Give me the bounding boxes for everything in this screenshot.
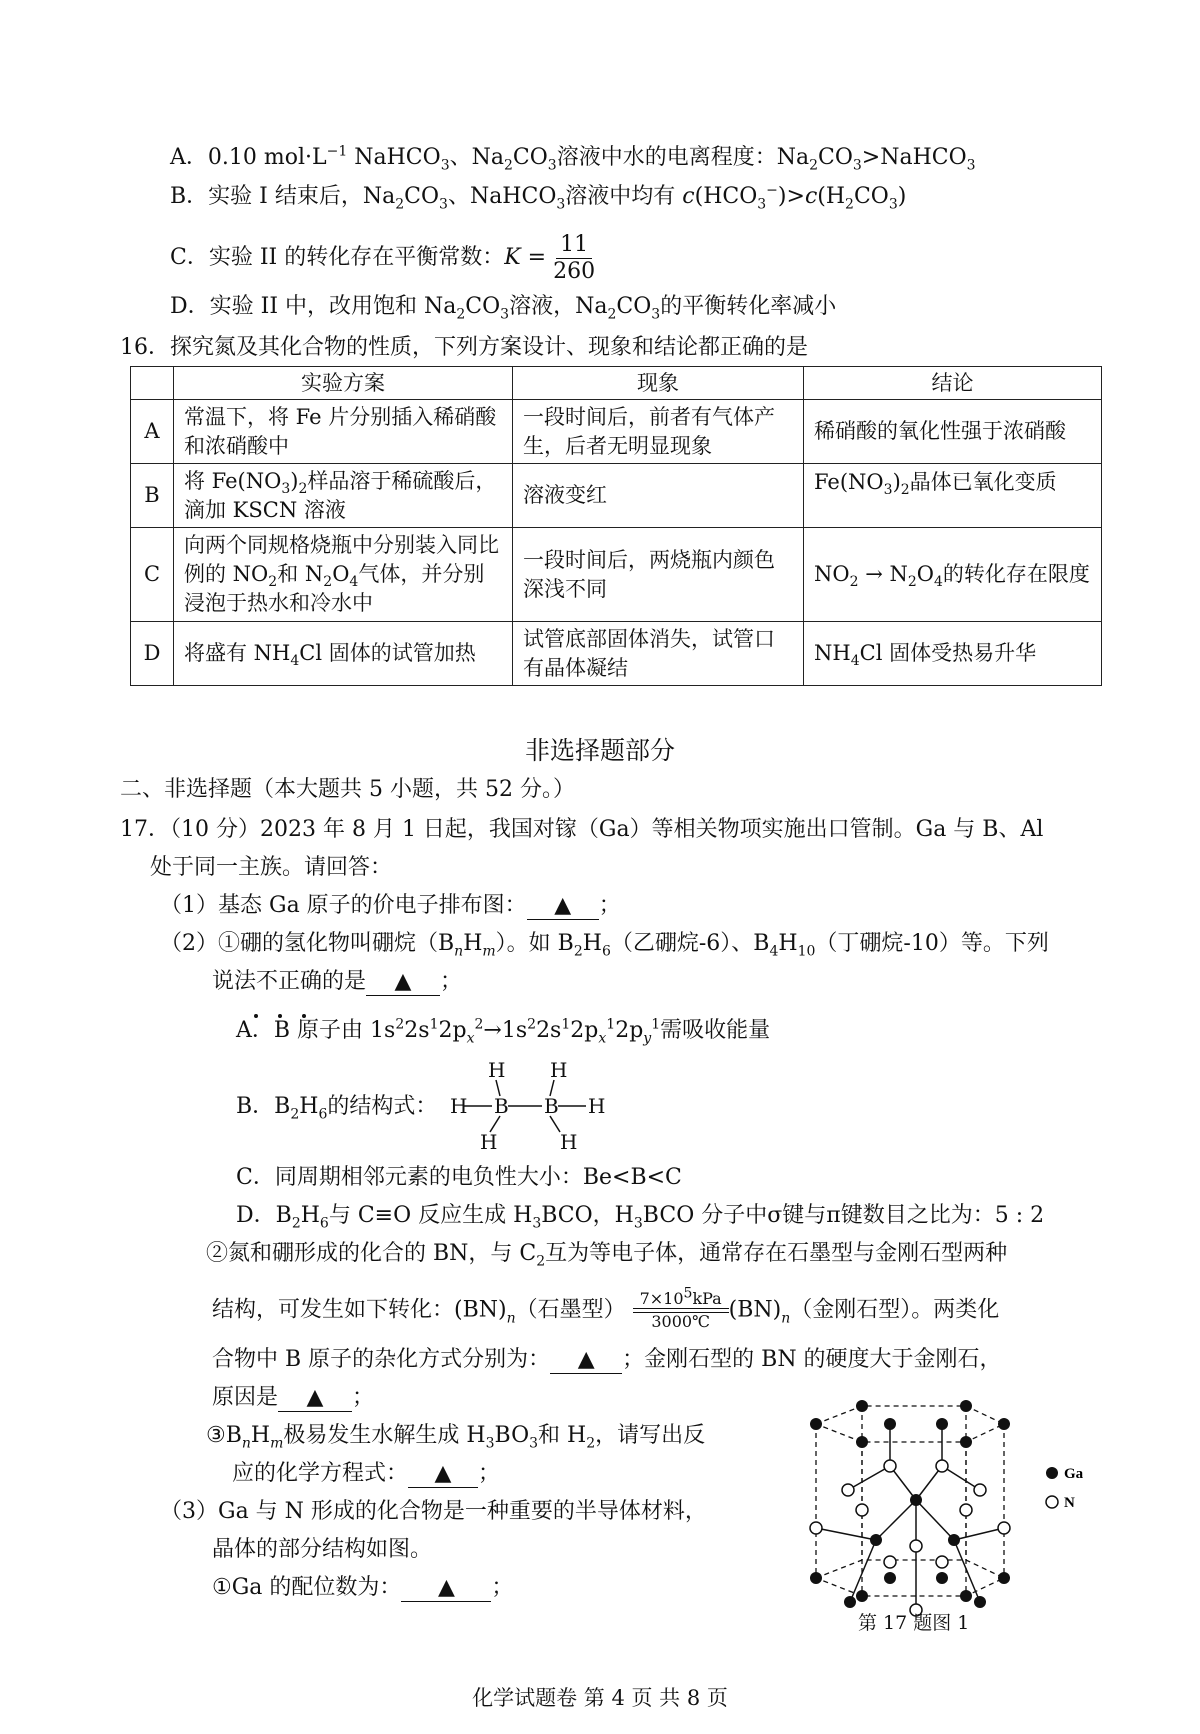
answer-blank[interactable]: ▲: [401, 1575, 491, 1602]
cell-conclusion: $NO_2 \to N_2O_4$的转化存在限度: [804, 528, 1102, 622]
cell-plan: 将 $Fe(NO_3)_2$样品溶于稀硫酸后，滴加 KSCN 溶液: [174, 464, 513, 528]
answer-blank[interactable]: ▲: [550, 1347, 622, 1374]
q17-part2-2-line2: 结构，可发生如下转化：$(BN)_n$（石墨型） $7\times 10^5kPa$ 3000℃ $(BN)_n$（金刚石型）。两类化: [212, 1285, 1000, 1331]
q15-option-c: C．实验 II 的转化存在平衡常数：K = $\frac{11}{260}$: [170, 231, 596, 284]
q15-option-d: D．实验 II 中，改用饱和 $Na_2CO_3$溶液，$Na_2CO_3$的平衡转化率减小: [170, 294, 837, 323]
q17-2-option-c: C．同周期相邻元素的电负性大小：Be<B<C: [236, 1165, 682, 1190]
atom-h: H: [488, 1058, 506, 1082]
atom-h: H: [550, 1058, 568, 1082]
answer-blank[interactable]: ▲: [366, 969, 440, 996]
table-row: [131, 528, 1102, 622]
q15-option-a: A．0.10 $mol\cdot L^{-1}$ NaHCO$_3$、$Na_2CO_3$溶液中水的电离程度：$Na_2CO_3>NaHCO_3$: [170, 143, 976, 174]
answer-blank[interactable]: ▲: [527, 893, 599, 920]
q17-part3-line3: ①Ga 的配位数为： ▲ ；: [212, 1575, 514, 1600]
row-label: A: [131, 400, 174, 464]
answer-blank[interactable]: ▲: [278, 1385, 352, 1412]
row-label: D: [131, 622, 174, 686]
cell-conclusion: 稀硝酸的氧化性强于浓硝酸: [804, 400, 1102, 464]
q17-part2-2-line1: ②氮和硼形成的化合的 BN，与 $C_2$互为等电子体，通常存在石墨型与金刚石型两种: [206, 1241, 1008, 1270]
legend-n-marker: [1046, 1496, 1058, 1508]
table-row: [131, 622, 1102, 686]
table-row: [131, 464, 1102, 528]
ga-atoms: [810, 1400, 1010, 1608]
reaction-condition: $7\times 10^5kPa$ 3000℃: [633, 1290, 729, 1331]
bonds: [816, 1424, 1004, 1610]
figure-caption: 第 17 题图 1: [858, 1612, 970, 1634]
page-footer: 化学试题卷 第 4 页 共 8 页: [472, 1686, 728, 1710]
table-header: 实验方案: [174, 367, 513, 400]
q17-part2-1: （2）①硼的氢化物叫硼烷$(B_nH_m)$。如 $B_2H_6$（乙硼烷-6）、$B_4H_{10}$（丁硼烷-10）等。下列: [160, 931, 1049, 960]
table-header-row: [131, 367, 1102, 400]
q17-part2-2-line4: 原因是 ▲ ；: [212, 1385, 375, 1410]
b2h6-structure: [450, 1058, 610, 1154]
cell-phenomenon: 一段时间后，前者有气体产生，后者无明显现象: [513, 400, 804, 464]
cell-conclusion: $NH_4Cl$ 固体受热易升华: [804, 622, 1102, 686]
atom-h: H: [480, 1130, 498, 1154]
table-header: 现象: [513, 367, 804, 400]
q17-part2-1-line2: 说法不正确的是 ▲ ；: [212, 969, 463, 994]
section-title: 非选择题部分: [524, 736, 675, 765]
cell-plan: 将盛有 $NH_4Cl$ 固体的试管加热: [174, 622, 513, 686]
row-label: C: [131, 528, 174, 622]
q17-stem-line1: 17．（10 分）2023 年 8 月 1 日起，我国对镓（Ga）等相关物项实施出口管制。Ga 与 B、Al: [120, 817, 1044, 842]
cell-phenomenon: 试管底部固体消失，试管口有晶体凝结: [513, 622, 804, 686]
row-label: B: [131, 464, 174, 528]
cell-plan: 向两个同规格烧瓶中分别装入同比例的 $NO_2$和 $N_2O_4$气体，并分别浸泡于热水和冷水中: [174, 528, 513, 622]
atom-b: B: [544, 1094, 559, 1118]
atom-h: H: [450, 1094, 468, 1118]
unit-cell-outline: [816, 1406, 1004, 1596]
q17-stem-line2: 处于同一主族。请回答：: [150, 855, 393, 880]
q17-2-option-a: A．B 原子由 $1s^22s^12p_x^2\to 1s^22s^12p_x^12p_y^1$需吸收能量: [236, 1016, 771, 1047]
cell-plan: 常温下，将 Fe 片分别插入稀硝酸和浓硝酸中: [174, 400, 513, 464]
q17-2-option-d: D．$B_2H_6$与 C≡O 反应生成 $H_3BCO$，$H_3BCO$ 分子中σ键与π键数目之比为：5 : 2: [236, 1203, 1045, 1232]
q17-part3-line1: （3）Ga 与 N 形成的化合物是一种重要的半导体材料，: [160, 1499, 707, 1524]
answer-blank[interactable]: ▲: [408, 1461, 478, 1488]
q17-2-option-b: B．$B_2H_6$的结构式：: [236, 1094, 438, 1123]
cell-conclusion: $Fe(NO_3)_2$晶体已氧化变质: [804, 464, 1102, 528]
legend-ga-marker: [1046, 1467, 1058, 1479]
n-atoms: [810, 1460, 1010, 1616]
part2-heading: 二、非选择题（本大题共 5 小题，共 52 分。）: [120, 777, 575, 802]
gan-crystal-figure: [790, 1370, 1090, 1630]
cell-phenomenon: 一段时间后，两烧瓶内颜色深浅不同: [513, 528, 804, 622]
fraction: $\frac{11}{260}$: [553, 231, 596, 284]
table-row: [131, 400, 1102, 464]
q16-stem: 16．探究氮及其化合物的性质，下列方案设计、现象和结论都正确的是: [120, 335, 808, 360]
q17-part1: （1）基态 Ga 原子的价电子排布图： ▲ ；: [160, 893, 621, 918]
legend-ga-label: Ga: [1064, 1466, 1084, 1482]
atom-b: B: [494, 1094, 509, 1118]
q16-table: [130, 366, 1102, 686]
legend-n-label: N: [1064, 1495, 1075, 1511]
q17-part2-3: $③B_nH_m$极易发生水解生成 $H_3BO_3$和 $H_2$，请写出反: [206, 1423, 706, 1452]
cell-phenomenon: 溶液变红: [513, 464, 804, 528]
table-header: [131, 367, 174, 400]
q17-part2-2-line3: 合物中 B 原子的杂化方式分别为： ▲ ；金刚石型的 BN 的硬度大于金刚石，: [212, 1347, 1002, 1372]
atom-h: H: [588, 1094, 606, 1118]
q17-part3-line2: 晶体的部分结构如图。: [212, 1537, 433, 1562]
b2h6-bonds: [450, 1058, 610, 1154]
q15-option-b: B．实验 I 结束后，$Na_2CO_3$、NaHCO$_3$溶液中均有 $c(HCO_3^-)>c(H_2CO_3)$: [170, 182, 907, 213]
q17-part2-3-line2: 应的化学方程式： ▲ ；: [232, 1461, 501, 1486]
table-header: 结论: [804, 367, 1102, 400]
atom-h: H: [560, 1130, 578, 1154]
